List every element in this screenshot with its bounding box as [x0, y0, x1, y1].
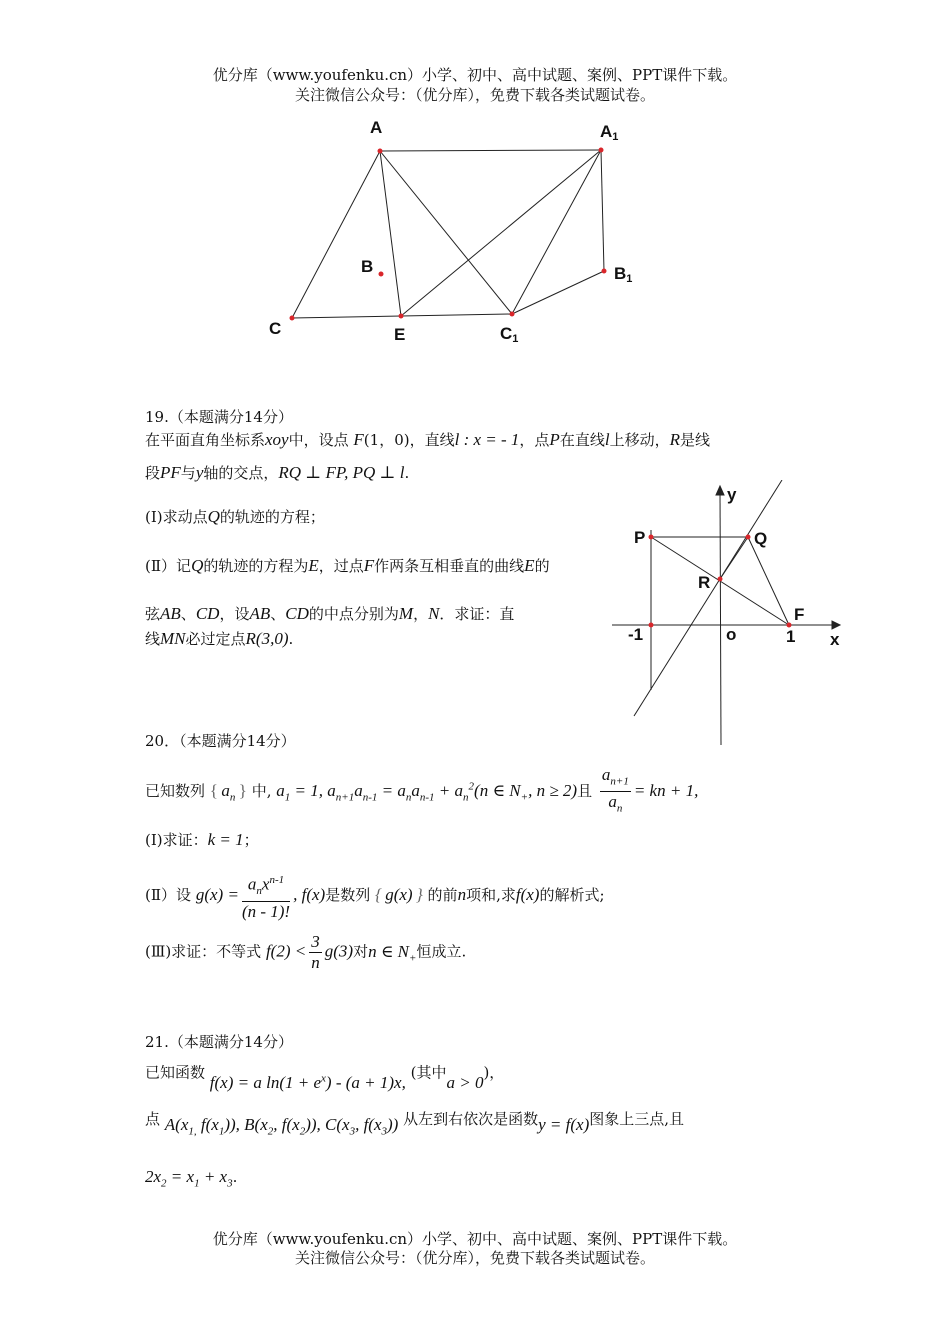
edge-A1-B1 — [601, 150, 604, 271]
label-y: y — [727, 485, 737, 504]
label-Q: Q — [754, 529, 768, 548]
point-R — [718, 577, 723, 582]
ratio-fraction: $\frac{a_{n+1}}{a_n}$ — [601, 765, 629, 815]
point-A1 — [599, 148, 604, 153]
label-A1: A1 — [600, 122, 619, 143]
x-axis-arrow — [832, 621, 840, 629]
label-neg1: -1 — [628, 625, 644, 644]
footer-line-1: 优分库（www.youfenku.cn）小学、初中、高中试题、案例、PPT课件下载。 — [212, 1230, 738, 1248]
edge-B1-C1 — [512, 271, 604, 314]
point-Q — [746, 535, 751, 540]
edge-A-E — [380, 151, 401, 316]
label-E: E — [394, 325, 406, 344]
midpoint-condition: $2x_2 = x_1 + x_3$ — [145, 1167, 233, 1190]
point-A — [378, 149, 383, 154]
q19-line-1: 在平面直角坐标系xoy中，设点 F(1，0)，直线l : x = - 1，点P在直线l上移动，R是线 — [145, 430, 710, 449]
edge-A1-C1 — [512, 150, 601, 314]
q19-title: 19.（本题满分14分） — [145, 408, 293, 426]
y-axis-arrow — [716, 486, 724, 495]
label-B: B — [361, 257, 374, 276]
label-x: x — [830, 630, 840, 649]
q19-part-1: (Ⅰ)求动点Q的轨迹的方程； — [145, 507, 325, 526]
q19-line-2: 段PF与y轴的交点，RQ ⊥ FP, PQ ⊥ l. — [145, 463, 410, 482]
point-C — [290, 316, 295, 321]
q21-line-3: $2x_2 = x_1 + x_3$. — [145, 1167, 238, 1190]
label-B1: B1 — [614, 264, 633, 285]
label-C1: C1 — [500, 324, 519, 345]
point-C1 — [510, 312, 515, 317]
label-one: 1 — [786, 627, 796, 646]
edge-A-C1 — [380, 151, 512, 314]
label-o: o — [726, 625, 737, 644]
parabola-line — [634, 480, 782, 716]
point-E — [399, 314, 404, 319]
q20-title: 20．（本题满分14分） — [145, 732, 296, 750]
q19-part-2-end: 线MN必过定点R(3,0). — [145, 629, 294, 648]
g-definition: g(x) = — [195, 885, 239, 905]
sequence-an: { $a_n$ } — [209, 780, 247, 804]
q19-part-2: (Ⅱ）记Q的轨迹的方程为E，过点F作两条互相垂直的曲线E的 — [145, 556, 550, 575]
label-F: F — [794, 605, 805, 624]
inequality: f(2) < — [265, 941, 307, 961]
y-axis — [720, 490, 721, 745]
label-R: R — [698, 573, 711, 592]
label-C: C — [269, 319, 282, 338]
point-P — [649, 535, 654, 540]
label-P: P — [634, 528, 646, 547]
coordinate-figure — [600, 480, 860, 760]
geometry-figure — [0, 0, 950, 360]
q21-title: 21.（本题满分14分） — [145, 1033, 293, 1051]
point-neg1 — [649, 623, 654, 628]
header-line-2: 关注微信公众号：（优分库），免费下载各类试题试卷。 — [294, 86, 655, 104]
points-ABC: $A(x_{1,}$ $f(x_1)$), $B(x_2$, $f(x_2)$), $C(x_3$, $f(x_3)$) — [164, 1115, 399, 1138]
footer-line-2: 关注微信公众号：（优分库），免费下载各类试题试卷。 — [294, 1249, 655, 1267]
recurrence-formula: $a_1 = 1$, $a_{n+1}a_{n-1} = a_na_{n-1} + a_n^2(n$ ∈ $N_+$, n ≥ 2) — [276, 780, 578, 804]
q20-part-3: (Ⅲ)求证：不等式 f(2) < $\frac{3}{n}$ g(3)对n ∈ $N_+$恒成立. — [145, 932, 467, 972]
q19-part-2-cont: 弦AB、CD，设AB、CD的中点分别为M，N．求证：直 — [145, 604, 515, 623]
point-B — [379, 272, 384, 277]
q20-part-1: (Ⅰ)求证：k = 1； — [145, 830, 259, 849]
point-B1 — [602, 269, 607, 274]
q21-line-1: 已知函数 f(x) = a $\ln(1 + e^x) - (a + 1)x$, (其中a > 0)， — [145, 1063, 505, 1092]
q21-line-2: 点 $A(x_{1,}$ $f(x_1)$), $B(x_2$, $f(x_2)$), $C(x_3$, $f(x_3)$) 从左到右依次是函数y = f(x)图象上三点,且 — [145, 1110, 685, 1138]
edge-A-C — [292, 151, 380, 318]
q20-line-1: 已知数列 { $a_n$ } 中, $a_1 = 1$, $a_{n+1}a_{n-1} = a_na_{n-1} + a_n^2(n$ ∈ $N_+$, n ≥ 2)且 $\frac{a_{n+1}}{a_n}$ = kn + 1, — [145, 765, 698, 819]
header-line-1: 优分库（www.youfenku.cn）小学、初中、高中试题、案例、PPT课件下载。 — [212, 66, 738, 84]
edge-A-A1 — [380, 150, 601, 151]
edge-A1-E — [401, 150, 601, 316]
q20-part-2: (Ⅱ）设 g(x) = $\frac{a_nx^{n-1}}{(n - 1)!}$ , f(x)是数列 { g(x) } 的前n项和,求f(x)的解析式; — [145, 870, 605, 922]
label-A: A — [370, 118, 383, 137]
function-f: f(x) = a $\ln(1 + e^x) - (a + 1)x$, — [209, 1072, 406, 1092]
